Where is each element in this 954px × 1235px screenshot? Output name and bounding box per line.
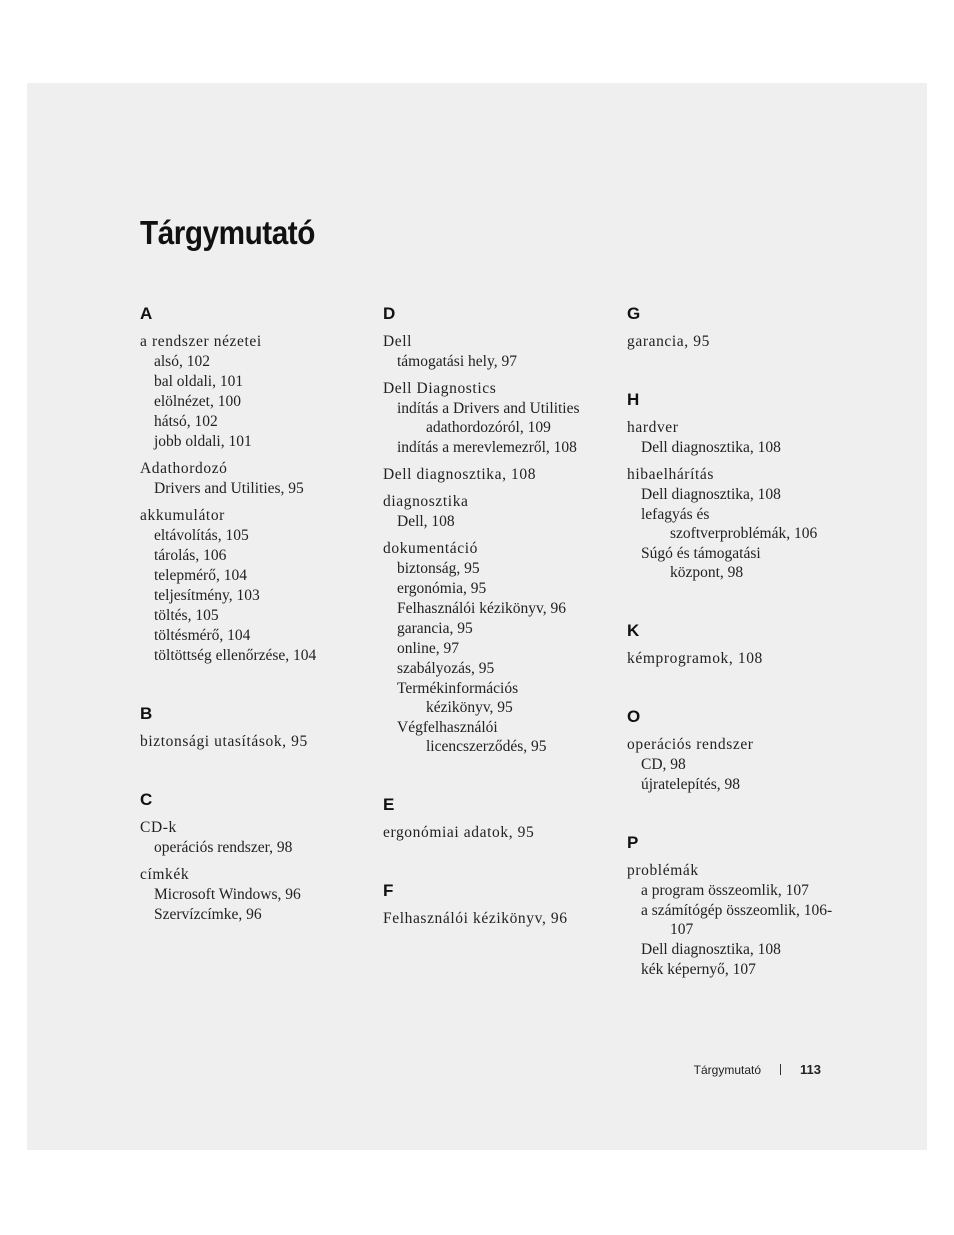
section-letter: H: [627, 390, 640, 409]
index-section-g: [627, 304, 862, 352]
index-entry: [140, 732, 375, 752]
index-subentry: Dell diagnosztika, 108: [641, 439, 781, 456]
index-entry: [140, 865, 375, 925]
section-letter: F: [383, 881, 394, 900]
section-letter: B: [140, 704, 153, 723]
index-section-k: [627, 621, 862, 669]
section-letter: E: [383, 795, 395, 814]
index-subentry: újratelepítés, 98: [641, 776, 740, 793]
index-subentry: elölnézet, 100: [154, 393, 241, 410]
index-entry: [383, 823, 618, 843]
footer-label: Tárgymutató: [693, 1062, 762, 1077]
index-subentry: CD, 98: [641, 756, 686, 773]
section-letter: P: [627, 833, 639, 852]
index-entry: [383, 379, 618, 458]
section-letter: A: [140, 304, 153, 323]
index-subentry: szabályozás, 95: [397, 660, 495, 677]
section-letter: K: [627, 621, 640, 640]
index-section-p: [627, 833, 862, 980]
index-section-c: [140, 790, 375, 925]
index-term: akkumulátor: [140, 507, 225, 524]
index-subentry: töltés, 105: [154, 607, 219, 624]
index-entry: [383, 539, 618, 757]
index-term: Felhasználói kézikönyv, 96: [383, 910, 568, 927]
index-column-3: [627, 304, 862, 1018]
index-subentry: tárolás, 106: [154, 547, 227, 564]
index-term: CD-k: [140, 819, 177, 836]
index-section-e: [383, 795, 618, 843]
index-term: diagnosztika: [383, 493, 469, 510]
page-title: Tárgymutató: [140, 214, 315, 251]
index-subentry: hátsó, 102: [154, 413, 218, 430]
index-term: Dell diagnosztika, 108: [383, 466, 537, 483]
index-subentry: ergonómia, 95: [397, 580, 487, 597]
index-section-d: [383, 304, 618, 757]
index-term: Adathordozó: [140, 460, 228, 477]
index-entry: [383, 492, 618, 532]
index-subentry-continuation: licencszerződés, 95: [426, 738, 547, 755]
index-section-h: [627, 390, 862, 583]
index-term: operációs rendszer: [627, 736, 754, 753]
index-subentry-continuation: szoftverproblémák, 106: [670, 525, 818, 542]
section-letter: O: [627, 707, 641, 726]
index-subentry: garancia, 95: [397, 620, 473, 637]
index-term: a rendszer nézetei: [140, 333, 262, 350]
index-subentry: Drivers and Utilities, 95: [154, 480, 304, 497]
index-subentry: alsó, 102: [154, 353, 210, 370]
index-subentry: a számítógép összeomlik, 106-: [641, 902, 833, 919]
index-subentry: Microsoft Windows, 96: [154, 886, 301, 903]
index-entry: [140, 506, 375, 666]
section-letter: G: [627, 304, 641, 323]
index-term: dokumentáció: [383, 540, 479, 557]
index-subentry: indítás a Drivers and Utilities: [397, 400, 580, 417]
index-entry: [383, 909, 618, 929]
index-subentry: indítás a merevlemezről, 108: [397, 439, 577, 456]
section-letter: C: [140, 790, 153, 809]
index-subentry: kék képernyő, 107: [641, 961, 756, 978]
index-subentry: bal oldali, 101: [154, 373, 244, 390]
index-subentry-continuation: adathordozóról, 109: [426, 419, 551, 436]
index-subentry: Dell diagnosztika, 108: [641, 941, 781, 958]
index-entry: [140, 818, 375, 858]
index-section-f: [383, 881, 618, 929]
index-subentry: töltöttség ellenőrzése, 104: [154, 647, 317, 664]
index-subentry: támogatási hely, 97: [397, 353, 517, 370]
index-entry: [140, 332, 375, 452]
index-section-a: [140, 304, 375, 666]
index-subentry: biztonság, 95: [397, 560, 480, 577]
index-entry: [627, 735, 862, 795]
index-subentry: a program összeomlik, 107: [641, 882, 809, 899]
index-entry: [383, 332, 618, 372]
index-entry: [627, 332, 862, 352]
index-entry: [627, 418, 862, 458]
index-entry: [140, 459, 375, 499]
index-subentry: telepmérő, 104: [154, 567, 247, 584]
index-entry: [627, 465, 862, 583]
index-subentry: eltávolítás, 105: [154, 527, 249, 544]
section-letter: D: [383, 304, 396, 323]
index-term: Dell: [383, 333, 413, 350]
index-entry: [627, 649, 862, 669]
index-term: biztonsági utasítások, 95: [140, 733, 308, 750]
index-section-o: [627, 707, 862, 795]
index-term: hardver: [627, 419, 679, 436]
index-column-2: [383, 304, 618, 967]
index-term: címkék: [140, 866, 190, 883]
index-subentry: lefagyás és: [641, 506, 710, 523]
index-column-1: [140, 304, 375, 963]
index-term: ergonómiai adatok, 95: [383, 824, 535, 841]
page-number: 113: [800, 1062, 821, 1077]
index-term: hibaelhárítás: [627, 466, 714, 483]
index-subentry: Termékinformációs: [397, 680, 519, 697]
footer-divider: [780, 1064, 781, 1075]
index-term: garancia, 95: [627, 333, 710, 350]
index-subentry-continuation: központ, 98: [670, 564, 744, 581]
index-term: Dell Diagnostics: [383, 380, 497, 397]
page-footer: [694, 1062, 821, 1077]
index-subentry: Súgó és támogatási: [641, 545, 761, 562]
index-subentry: jobb oldali, 101: [154, 433, 252, 450]
index-subentry: Felhasználói kézikönyv, 96: [397, 600, 567, 617]
index-subentry-continuation: kézikönyv, 95: [426, 699, 513, 716]
index-subentry: Végfelhasználói: [397, 719, 498, 736]
index-entry: [383, 465, 618, 485]
index-subentry: Dell diagnosztika, 108: [641, 486, 781, 503]
index-subentry: online, 97: [397, 640, 459, 657]
index-subentry: teljesítmény, 103: [154, 587, 260, 604]
index-entry: [627, 861, 862, 980]
index-subentry: töltésmérő, 104: [154, 627, 251, 644]
index-subentry: Szervízcímke, 96: [154, 906, 262, 923]
index-subentry-continuation: 107: [670, 921, 694, 938]
index-section-b: [140, 704, 375, 752]
index-term: kémprogramok, 108: [627, 650, 763, 667]
index-subentry: operációs rendszer, 98: [154, 839, 293, 856]
index-subentry: Dell, 108: [397, 513, 455, 530]
index-term: problémák: [627, 862, 699, 879]
